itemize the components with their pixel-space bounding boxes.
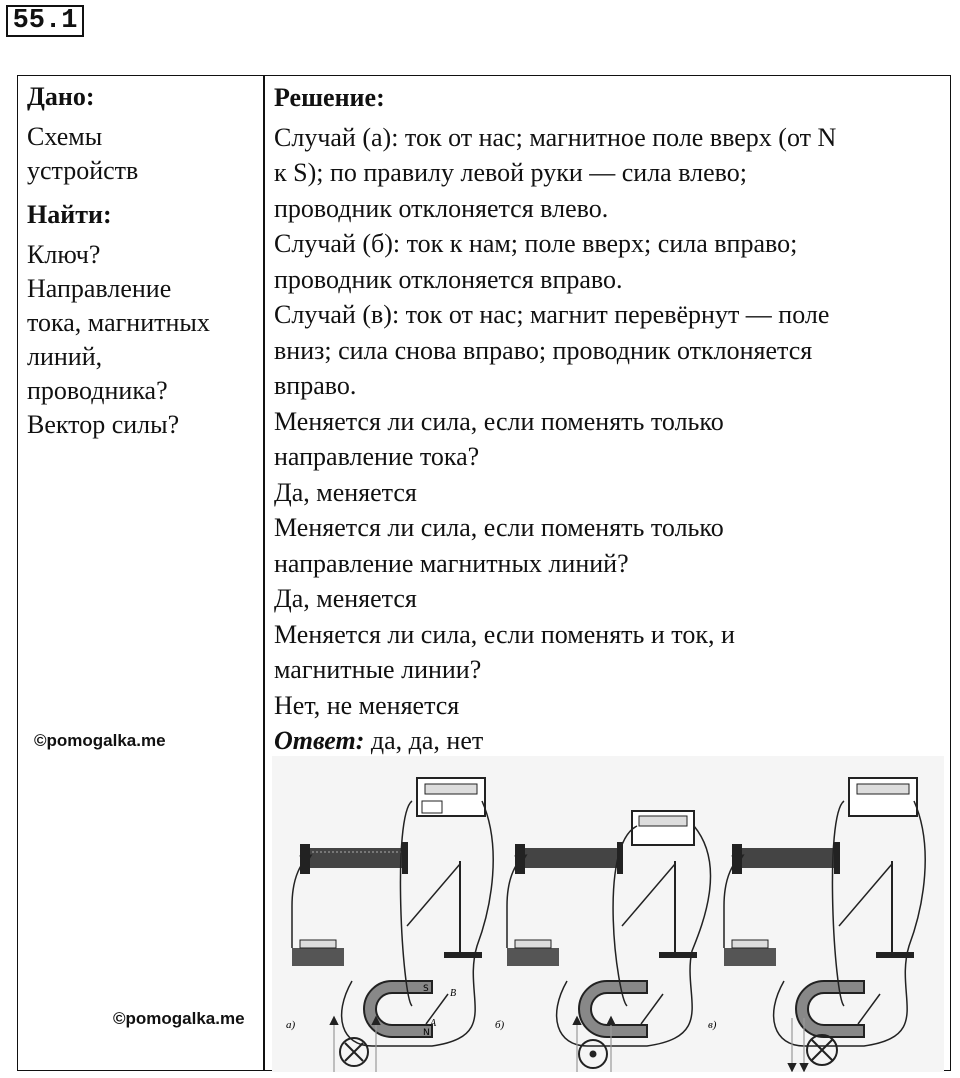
solution-line: вниз; сила снова вправо; проводник отклоняется <box>274 335 813 365</box>
vector-label: B <box>450 988 457 999</box>
magnet-icon <box>364 981 432 1038</box>
find-line: линий, <box>27 342 103 371</box>
rheostat-icon <box>300 842 408 874</box>
solution-line: проводник отклоняется влево. <box>274 193 609 223</box>
stand-icon <box>839 861 914 958</box>
panel-a <box>286 778 493 1072</box>
given-line: Схемы <box>27 122 103 151</box>
experiment-figure <box>272 756 944 1072</box>
solution-heading: Решение: <box>274 83 385 112</box>
answer-text: да, да, нет <box>364 726 484 755</box>
watermark: ©pomogalka.me <box>34 731 166 750</box>
solution-column <box>274 80 946 759</box>
problem-number: 55.1 <box>6 5 84 37</box>
solution-line: к S); по правилу левой руки — сила влево; <box>274 158 747 187</box>
find-line: тока, магнитных <box>27 308 210 337</box>
answer-label: Ответ: <box>274 726 365 755</box>
rheostat-icon <box>732 842 840 874</box>
solution-line: Случай (б): ток к нам; поле вверх; сила вправо; <box>274 229 798 258</box>
power-supply-icon <box>632 811 694 845</box>
given-line: устройств <box>27 156 139 185</box>
switch-icon <box>724 940 776 966</box>
watermark: ©pomogalka.me <box>113 1009 245 1028</box>
solution-line: Случай (а): ток от нас; магнитное поле вверх (от N <box>274 122 837 152</box>
panel-label: б) <box>495 1019 505 1031</box>
find-line: проводника? <box>27 376 168 405</box>
panel-label: в) <box>708 1019 717 1031</box>
rheostat-icon <box>515 842 623 874</box>
given-heading: Дано: <box>27 82 95 111</box>
power-supply-icon <box>849 778 917 816</box>
find-line: Ключ? <box>27 240 101 269</box>
find-line: Вектор силы? <box>27 410 180 439</box>
solution-line: проводник отклоняется вправо. <box>274 264 623 294</box>
solution-line: направление тока? <box>274 442 480 471</box>
magnet-icon <box>796 981 864 1037</box>
vector-label: A <box>430 1018 437 1029</box>
experiment-diagram <box>272 756 944 1072</box>
panel-c <box>708 778 925 1070</box>
table-column-divider <box>263 75 265 1071</box>
solution-line: Меняется ли сила, если поменять только <box>274 406 724 436</box>
find-line: Направление <box>27 274 172 303</box>
solution-line: Меняется ли сила, если поменять и ток, и <box>274 619 735 649</box>
solution-line: Да, меняется <box>274 584 417 613</box>
current-away-icon <box>807 1035 837 1065</box>
panel-label: а) <box>286 1019 296 1031</box>
solution-line: Случай (в): ток от нас; магнит перевёрнут — поле <box>274 300 830 329</box>
magnet-pole-label: S <box>423 984 429 994</box>
stand-icon <box>407 861 482 958</box>
magnet-icon <box>579 981 647 1037</box>
given-column <box>27 80 259 442</box>
panel-b <box>495 811 711 1072</box>
current-away-icon <box>340 1038 368 1066</box>
solution-line: направление магнитных линий? <box>274 548 629 578</box>
solution-line: магнитные линии? <box>274 655 482 684</box>
stand-icon <box>622 861 697 958</box>
find-heading: Найти: <box>27 200 112 229</box>
solution-line: вправо. <box>274 371 357 400</box>
power-supply-icon <box>417 778 485 816</box>
solution-line: Нет, не меняется <box>274 690 460 720</box>
switch-icon <box>507 940 559 966</box>
solution-line: Меняется ли сила, если поменять только <box>274 513 724 542</box>
current-toward-icon <box>579 1040 607 1068</box>
solution-line: Да, меняется <box>274 477 417 507</box>
answer-line <box>274 723 946 759</box>
magnet-pole-label: N <box>423 1028 430 1038</box>
switch-icon <box>292 940 344 966</box>
